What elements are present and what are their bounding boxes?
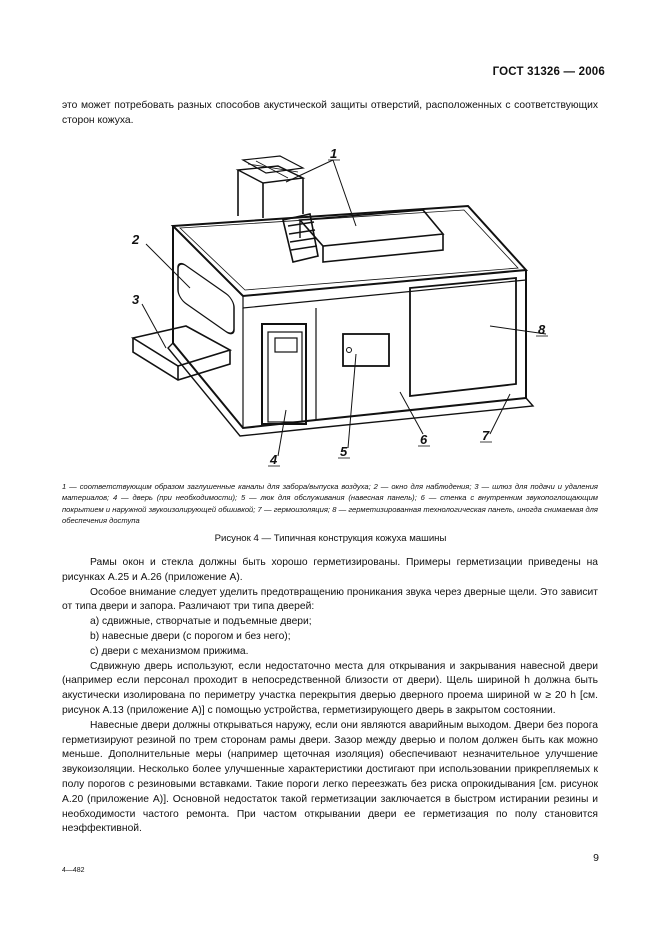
label-7: 7 xyxy=(482,428,490,443)
paragraph: Сдвижную дверь используют, если недостаточно места для открывания и закрывания навесной двери (например если персонал проходит в непосредственной близости от двери). Щель шириной h должна быть акустически изолирована по периметру участка перекрытия дверью дверного проема шириной w ≥ 20 h [см. рисунок А.13 (приложение А)] с помощью устройства, герметизирующего дверь в закрытом состоянии. xyxy=(62,660,598,716)
tech-panel xyxy=(410,278,516,396)
standard-header: ГОСТ 31326 — 2006 xyxy=(492,66,605,78)
label-1: 1 xyxy=(330,146,338,161)
figure-legend: 1 — соответствующим образом заглушенные каналы для забора/выпуска воздуха; 2 — окно для наблюдения; 3 — шлюз для подачи и удаления материалов; 4 — дверь (при необходимости); 5 — люк для обслуживания (навесная панель); 6 — стенка с внутренним звукопоглощающим покрытием и наружной звукоизолирующей обшивкой; 7 — гермоизоляция; 8 — герметизированная технологическая панель, иногда снимаемая для обеспечения доступа xyxy=(62,482,598,526)
label-4: 4 xyxy=(270,452,278,467)
list-item: c) двери с механизмом прижима. xyxy=(90,645,249,657)
paragraph: Особое внимание следует уделить предотвращению проникания звука через дверные щели. Это зависит от типа двери и запора. Различают три типа дверей: xyxy=(62,586,598,613)
figure-title: Рисунок 4 — Типичная конструкция кожуха машины xyxy=(214,533,447,544)
paragraph: Рамы окон и стекла должны быть хорошо герметизированы. Примеры герметизации приведены на рисунках А.25 и А.26 (приложение А). xyxy=(62,557,598,583)
page-number: 9 xyxy=(593,852,599,864)
enclosure-figure xyxy=(118,138,558,468)
service-hatch xyxy=(343,334,389,366)
label-6: 6 xyxy=(420,432,428,447)
paragraph: Навесные двери должны открываться наружу, если они являются аварийным выходом. Двери без порога герметизируют резиной по трем сторонам рамы двери. Зазор между дверью и полом должен быть как можно меньше. Дополнительные меры (например щеточная изоляция) обеспечивают незначительное улучшение звукоизоляции. Несколько более улучшенные характеристики достигают при использовании прикрепляемых к полу порогов с резиновыми вставками. Такие пороги легко переезжать без риска опрокидывания [см. рисунок А.20 (приложение А)]. Основной недостаток такой герметизации заключается в быстром истирании резины и необходимости частого ремонта. При частом открывании двери ее герметизация по полу становится неэффективной. xyxy=(62,719,598,835)
list-item: b) навесные двери (с порогом и без него); xyxy=(90,630,291,642)
footer-code: 4—482 xyxy=(62,867,85,874)
door-frame xyxy=(262,324,306,424)
intro-paragraph: это может потребовать разных способов акустической защиты отверстий, расположенных с соответствующих сторон кожуха. xyxy=(62,100,598,127)
label-8: 8 xyxy=(538,322,546,337)
material-lock xyxy=(133,326,230,366)
label-2: 2 xyxy=(132,232,140,247)
body-text xyxy=(62,556,598,837)
label-5: 5 xyxy=(340,444,348,459)
door-window xyxy=(275,338,297,352)
list-item: a) сдвижные, створчатые и подъемные двери; xyxy=(90,616,312,628)
label-3: 3 xyxy=(132,292,140,307)
